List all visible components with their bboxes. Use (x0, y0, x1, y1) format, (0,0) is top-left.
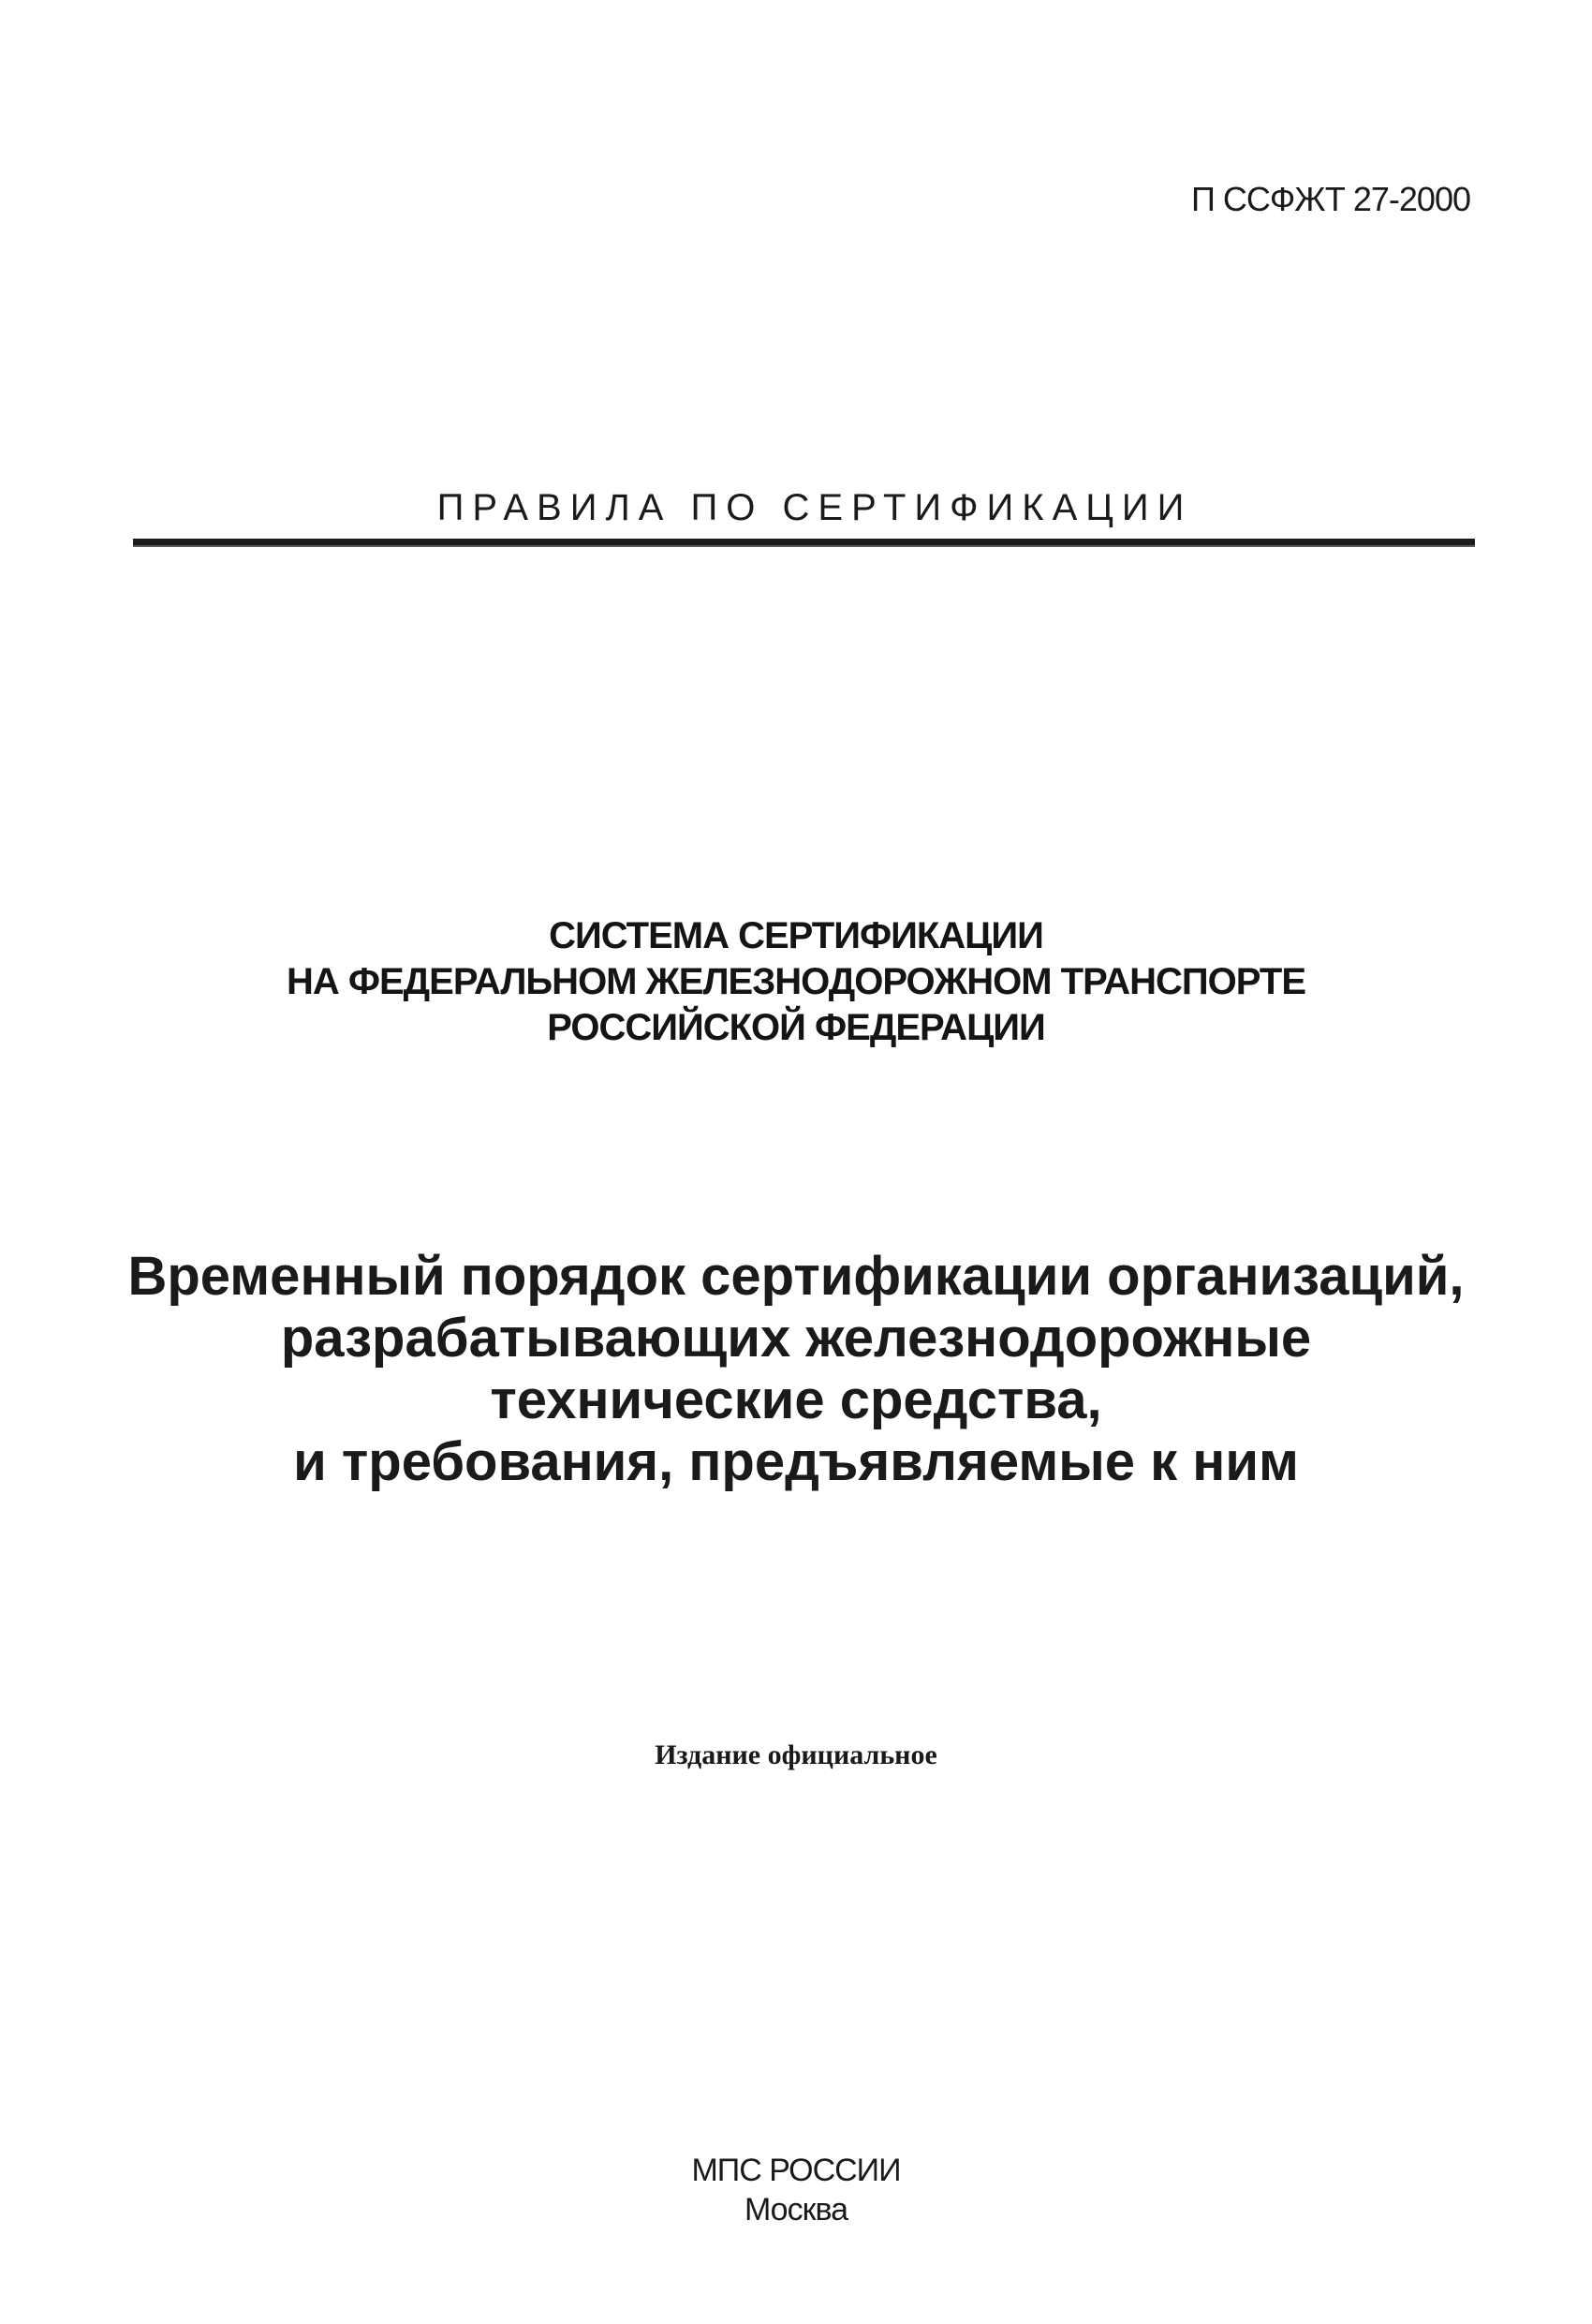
series-divider (133, 539, 1475, 547)
document-code: П ССФЖТ 27-2000 (1191, 180, 1470, 218)
system-title-line: НА ФЕДЕРАЛЬНОМ ЖЕЛЕЗНОДОРОЖНОМ ТРАНСПОРТЕ (286, 961, 1306, 1002)
system-title-line: РОССИЙСКОЙ ФЕДЕРАЦИИ (547, 1007, 1045, 1048)
publisher-block (0, 2151, 1592, 2229)
publisher-city: Москва (744, 2192, 848, 2228)
document-title (0, 1246, 1592, 1493)
system-title-line: СИСТЕМА СЕРТИФИКАЦИИ (549, 915, 1043, 956)
system-title (0, 913, 1592, 1051)
edition-label: Издание официальное (655, 1739, 937, 1770)
document-title-line: и требования, предъявляемые к ним (293, 1431, 1299, 1492)
document-title-line: разрабатывающих железнодорожные (280, 1308, 1312, 1369)
document-title-line: технические средства, (490, 1369, 1102, 1430)
series-title: ПРАВИЛА ПО СЕРТИФИКАЦИИ (436, 487, 1193, 528)
publisher-name: МПС РОССИИ (691, 2153, 901, 2188)
document-title-line: Временный порядок сертификации организаций, (127, 1246, 1465, 1307)
